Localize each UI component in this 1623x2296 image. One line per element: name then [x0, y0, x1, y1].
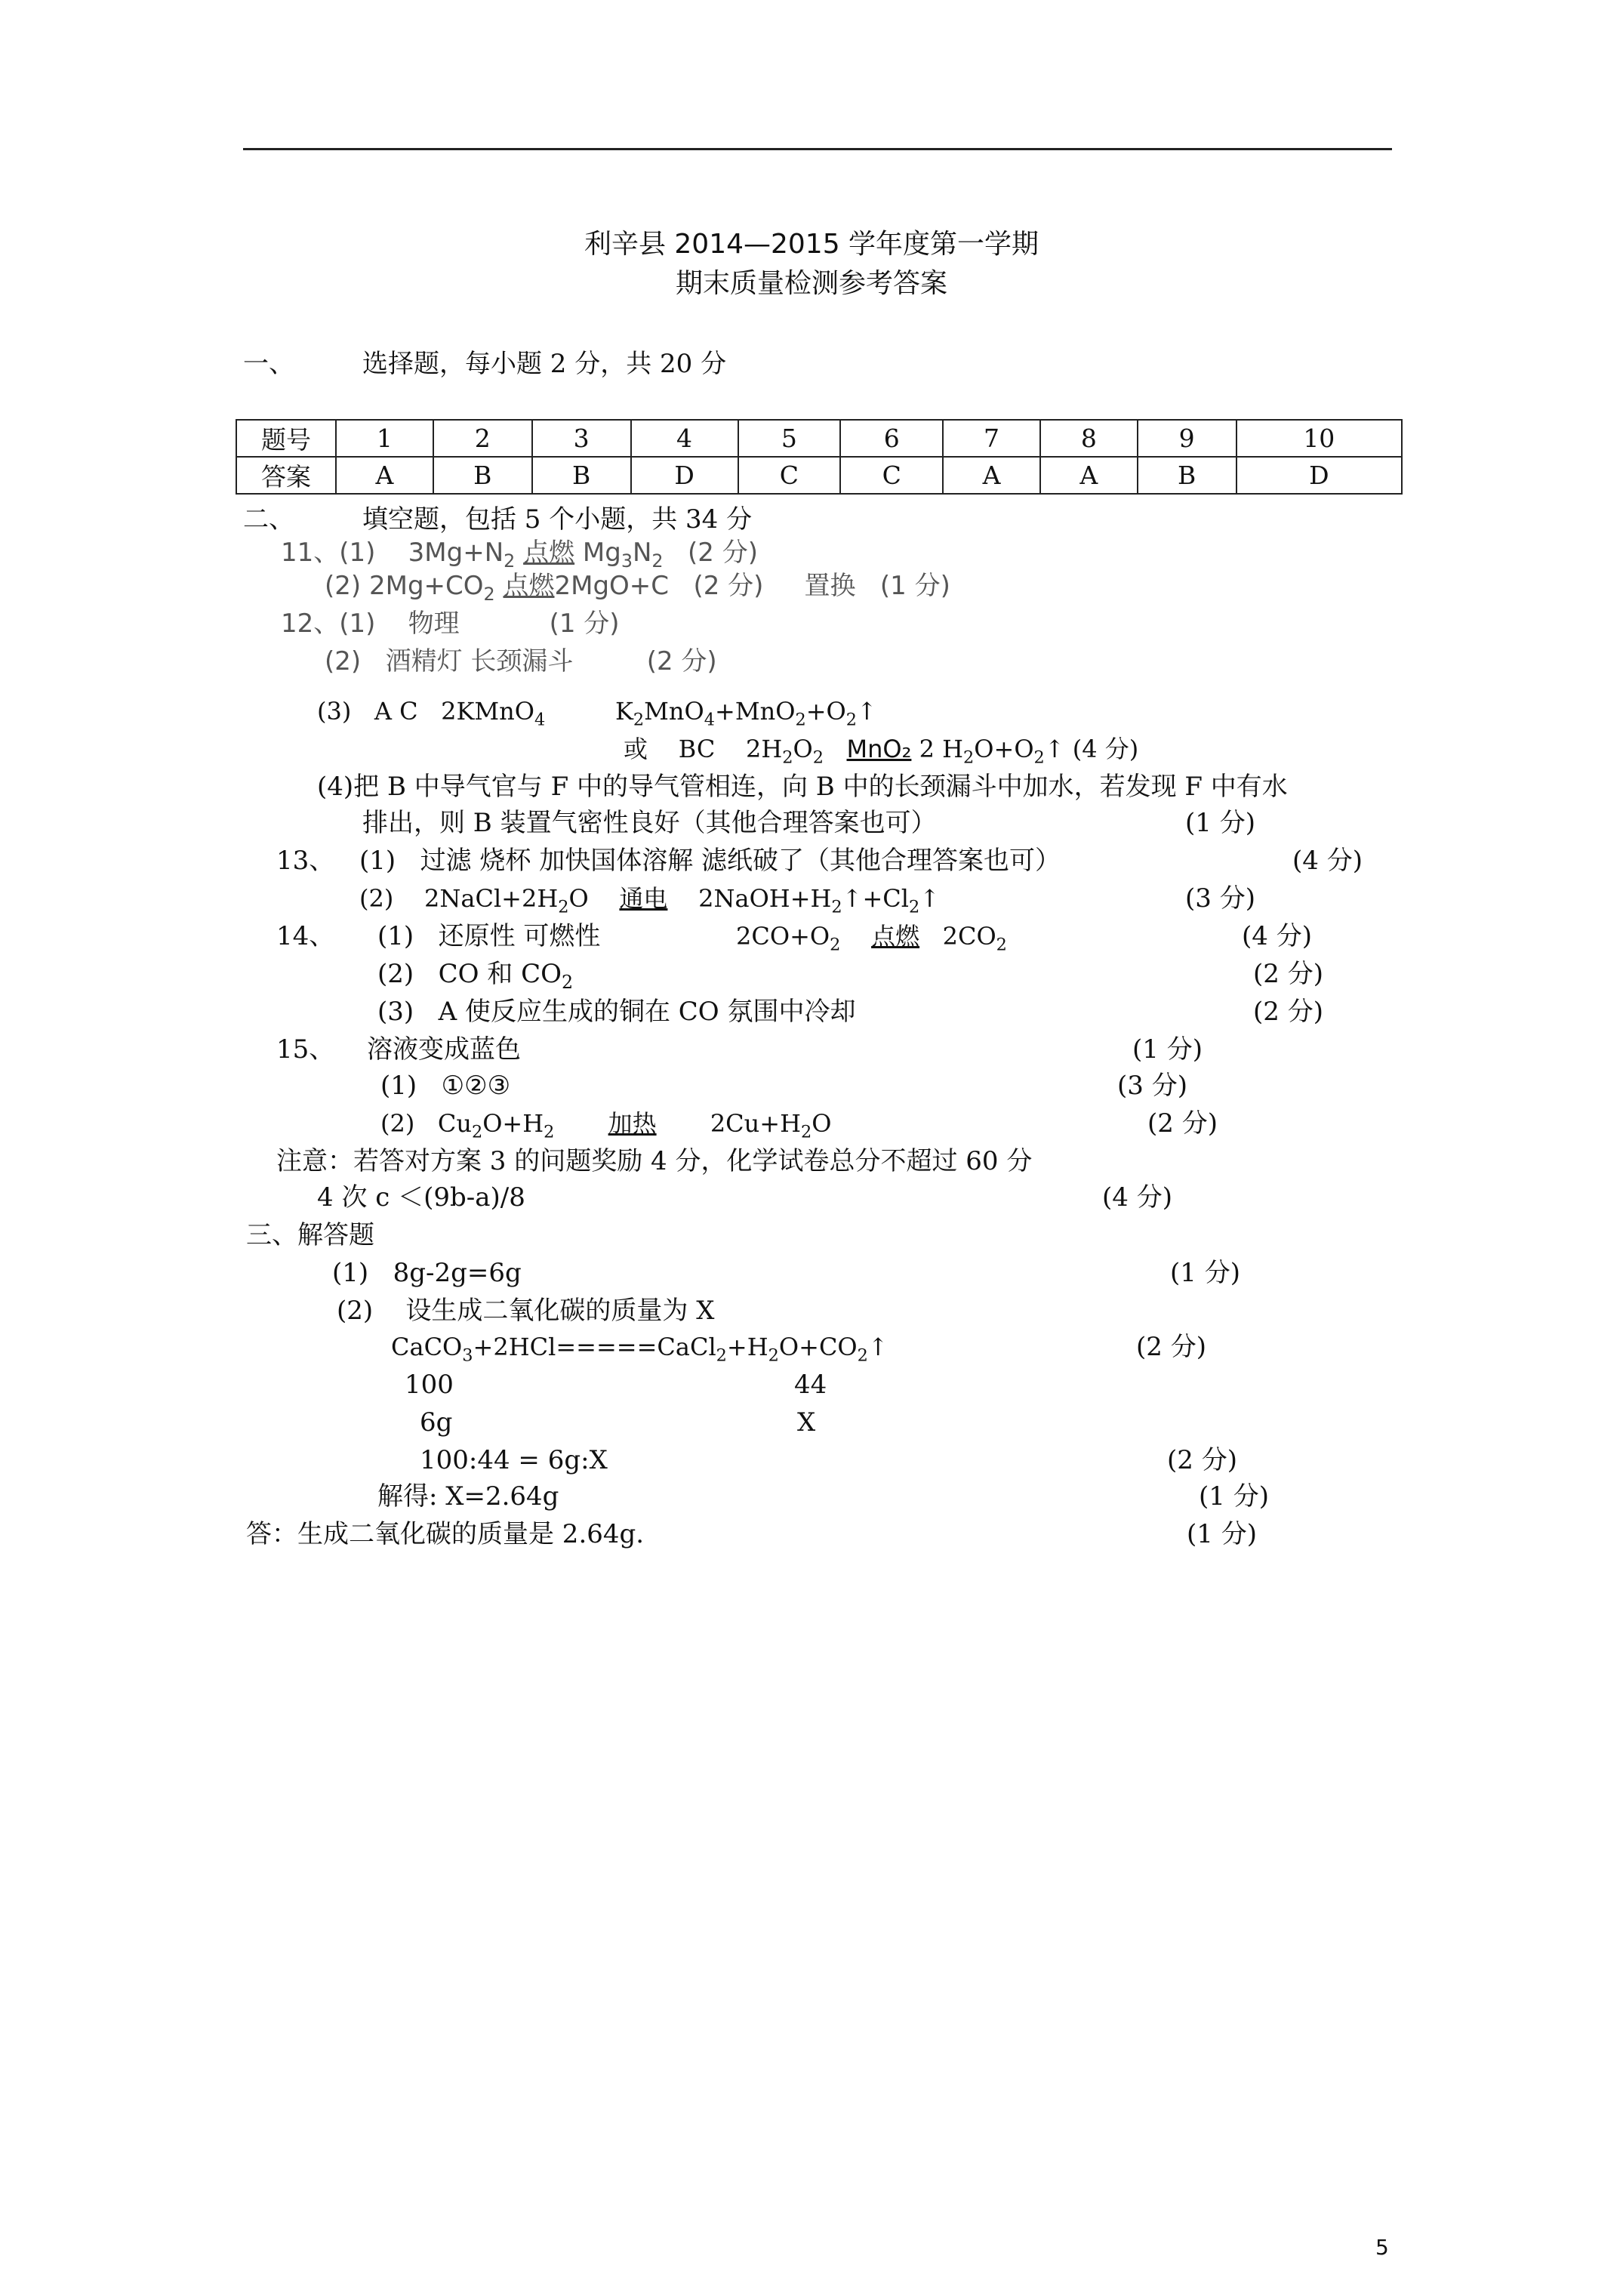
q12-answer-1: 物理	[408, 609, 460, 639]
table-label-answer: 答案	[236, 457, 336, 494]
subscript: 2	[768, 1345, 779, 1366]
q15-answer-2: ①②③	[441, 1071, 511, 1101]
q14-answer-3: A 使反应生成的铜在 CO 氛围中冷却	[438, 997, 856, 1027]
table-cell: 9	[1138, 420, 1236, 457]
q12-catalyst: MnO₂	[846, 735, 912, 763]
s3-sub-number: (1)	[332, 1258, 369, 1288]
gas-arrow-icon: ↑	[919, 884, 941, 913]
subscript: 2	[963, 747, 975, 768]
q12-or: 或	[624, 735, 648, 763]
s3-line1	[332, 1258, 522, 1288]
table-cell: D	[631, 457, 738, 494]
subscript: 2	[716, 1345, 727, 1366]
q14-line1	[377, 921, 600, 951]
subscript: 2	[830, 935, 841, 955]
q12-line3	[317, 696, 546, 730]
s3-score-3: (2 分)	[1167, 1445, 1237, 1475]
bonus-answer: 4 次 c ＜(9b-a)/8	[317, 1182, 525, 1213]
subscript: 2	[558, 897, 569, 917]
q12-sub-number-3: (3)	[317, 697, 352, 726]
q15-sub-number-2: (2)	[380, 1109, 415, 1138]
table-label-question: 题号	[236, 420, 336, 457]
s3-mass-co2: 44	[794, 1370, 827, 1400]
table-cell: B	[433, 457, 532, 494]
q11-product: Mg	[582, 538, 621, 568]
q14-number: 14、	[276, 921, 335, 951]
q15-score-2: (3 分)	[1117, 1071, 1187, 1101]
q14-answer-2: CO 和 CO	[438, 959, 562, 989]
table-cell: 8	[1040, 420, 1138, 457]
q11-reaction-type: 置换	[804, 571, 856, 601]
s3-ratio: 100:44 = 6g:X	[420, 1445, 608, 1475]
q14-line2	[377, 959, 574, 993]
q13-condition: 通电	[619, 884, 668, 913]
q12-choice-2: BC	[678, 735, 716, 763]
s3-equation	[391, 1332, 888, 1366]
table-cell: 3	[532, 420, 631, 457]
q13-line2	[359, 883, 941, 917]
doc-title-line1: 利辛县 2014—2015 学年度第一学期	[584, 229, 1039, 260]
table-cell: 7	[943, 420, 1040, 457]
table-cell: 4	[631, 420, 738, 457]
s3-eq-part: CaCO	[391, 1333, 463, 1361]
q14-line3	[377, 997, 855, 1027]
subscript: 2	[845, 710, 857, 730]
q12-score-1: (1 分)	[549, 609, 620, 639]
table-cell: C	[738, 457, 841, 494]
q11-line2	[325, 571, 950, 605]
q12-score-2: (2 分)	[646, 646, 717, 676]
doc-title-line2: 期末质量检测参考答案	[675, 268, 947, 299]
subscript: 2	[909, 897, 920, 917]
page-number: 5	[1375, 2235, 1389, 2260]
table-cell: D	[1236, 457, 1402, 494]
q13-reactants-end: O	[568, 884, 589, 913]
s3-line2	[337, 1296, 714, 1326]
subscript: 2	[651, 550, 664, 572]
q15-score-1: (1 分)	[1132, 1034, 1203, 1065]
q14-answer-1: 还原性 可燃性	[438, 921, 601, 951]
q14-sub-number-2: (2)	[377, 959, 414, 989]
q12-answer-2: 酒精灯 长颈漏斗	[385, 646, 574, 676]
q12-choice: A C	[374, 697, 418, 726]
q11-condition-2: 点燃	[503, 571, 555, 601]
subscript: 2	[471, 1122, 483, 1142]
subscript: 2	[996, 935, 1007, 955]
q11-line1	[281, 538, 758, 572]
q14-reactants: 2CO+O	[736, 922, 830, 951]
q12-sub-number: (2)	[325, 646, 362, 676]
subscript: 2	[831, 897, 842, 917]
q15-reactants: Cu	[437, 1109, 472, 1138]
table-cell: A	[1040, 457, 1138, 494]
section2-heading: 填空题，包括 5 个小题，共 34 分	[362, 504, 753, 535]
subscript: 2	[1033, 747, 1045, 768]
s3-score-5: (1 分)	[1187, 1519, 1257, 1549]
subscript: 2	[857, 1345, 868, 1366]
subscript: 2	[483, 583, 495, 605]
q13-products-part: ↑+Cl	[842, 884, 910, 913]
s3-score-1: (1 分)	[1170, 1258, 1240, 1288]
q12-line4	[624, 734, 1139, 768]
q13-answer-1: 过滤 烧杯 加快国体溶解 滤纸破了（其他合理答案也可）	[420, 846, 1061, 876]
q13-reactants: 2NaCl+2H	[424, 884, 559, 913]
subscript: 4	[534, 710, 546, 730]
subscript: 2	[812, 747, 824, 768]
q12-line5	[317, 772, 1288, 802]
q11-reactants-2: 2Mg+CO	[368, 571, 484, 601]
subscript: 2	[633, 710, 645, 730]
s3-eq-part: +2HCl=====CaCl	[473, 1333, 716, 1361]
section1-number: 一、	[243, 349, 294, 379]
q14-score-2: (2 分)	[1253, 959, 1323, 989]
q13-sub-number: (1)	[359, 846, 396, 876]
q14-score-1: (4 分)	[1242, 921, 1312, 951]
q13-score-2: (3 分)	[1185, 883, 1255, 914]
q13-sub-number-2: (2)	[359, 884, 394, 913]
table-cell: A	[943, 457, 1040, 494]
q15-reactants-part: O+H	[482, 1109, 544, 1138]
section3-heading: 三、解答题	[246, 1220, 374, 1250]
q12-line2	[325, 646, 717, 676]
q11-score-2: (2 分)	[693, 571, 764, 601]
q12-product-part: O+O	[974, 735, 1034, 763]
gas-arrow-icon: ↑	[1044, 735, 1065, 763]
q11-type-score: (1 分)	[879, 571, 950, 601]
q13-score-1: (4 分)	[1292, 846, 1363, 876]
q12-line1	[281, 609, 620, 639]
q12-sub-number-4: (4)	[317, 772, 354, 802]
answer-table	[236, 419, 1403, 495]
q14-sub-number-3: (3)	[377, 997, 414, 1027]
table-cell: 10	[1236, 420, 1402, 457]
q15-products: 2Cu+H	[710, 1109, 801, 1138]
subscript: 2	[782, 747, 793, 768]
gas-arrow-icon: ↑	[867, 1333, 888, 1361]
q15-sub-number: (1)	[380, 1071, 417, 1101]
s3-setup: 设生成二氧化碳的质量为 X	[405, 1296, 715, 1326]
table-cell: 1	[336, 420, 433, 457]
q12-product-part: MnO	[644, 697, 704, 726]
s3-conclusion: 答：生成二氧化碳的质量是 2.64g.	[246, 1519, 645, 1549]
q12-product-2: 2 H	[919, 735, 964, 763]
q15-score-3: (2 分)	[1147, 1108, 1218, 1139]
q12-product-part: +MnO	[715, 697, 796, 726]
table-cell: B	[1138, 457, 1236, 494]
s3-unknown-mass: X	[797, 1407, 816, 1438]
table-cell: 6	[840, 420, 943, 457]
section2-number: 二、	[243, 504, 294, 535]
table-row-numbers	[236, 420, 1402, 457]
q12-line6: 排出，则 B 装置气密性良好（其他合理答案也可）	[362, 808, 937, 838]
table-row-answers	[236, 457, 1402, 494]
q15-products-end: O	[812, 1109, 832, 1138]
q13-products: 2NaOH+H	[698, 884, 832, 913]
q12-number: 12、(1)	[281, 609, 376, 639]
gas-arrow-icon: ↑	[856, 697, 877, 726]
q11-product-part: N	[632, 538, 652, 568]
q12-product-part: +O	[805, 697, 846, 726]
q12-score-3: (4 分)	[1072, 735, 1139, 763]
s3-answer-1: 8g-2g=6g	[393, 1258, 522, 1288]
q14-product: 2CO	[942, 922, 996, 951]
s3-eq-part: O+CO	[778, 1333, 858, 1361]
s3-given-mass: 6g	[420, 1407, 453, 1438]
q11-product-2: 2MgO+C	[554, 571, 670, 601]
s3-score-4: (1 分)	[1199, 1481, 1269, 1512]
bonus-note: 注意：若答对方案 3 的问题奖励 4 分，化学试卷总分不超过 60 分	[276, 1146, 1033, 1176]
q14-condition: 点燃	[871, 922, 920, 951]
subscript: 4	[704, 710, 716, 730]
q15-condition: 加热	[608, 1109, 657, 1138]
q11-condition: 点燃	[523, 538, 575, 568]
q15-number: 15、	[276, 1034, 335, 1065]
q15-answer-1: 溶液变成蓝色	[367, 1034, 521, 1065]
q14-equation	[736, 921, 1007, 955]
q12-reactant: 2KMnO	[441, 697, 534, 726]
subscript: 2	[795, 710, 806, 730]
subscript: 3	[462, 1345, 473, 1366]
table-cell: B	[532, 457, 631, 494]
q12-product: K	[615, 697, 633, 726]
q12-reactant-part: O	[793, 735, 813, 763]
q13-number: 13、	[276, 846, 335, 876]
subscript: 2	[562, 971, 574, 993]
q12-line3-products	[615, 696, 877, 730]
s3-score-2: (2 分)	[1136, 1332, 1206, 1362]
q13-line1	[359, 846, 1061, 876]
q12-answer-4: 把 B 中导气官与 F 中的导气管相连，向 B 中的长颈漏斗中加水，若发现 F 中有水	[353, 772, 1288, 802]
q11-score: (2 分)	[688, 538, 758, 568]
header-rule	[243, 148, 1392, 150]
table-cell: 5	[738, 420, 841, 457]
s3-sub-number-2: (2)	[337, 1296, 374, 1326]
bonus-score: (4 分)	[1102, 1182, 1172, 1213]
subscript: 3	[621, 550, 633, 572]
subscript: 2	[544, 1122, 555, 1142]
q12-reactant-2: 2H	[745, 735, 783, 763]
table-cell: 2	[433, 420, 532, 457]
q11-sub-number: (2)	[325, 571, 362, 601]
subscript: 2	[504, 550, 516, 572]
q15-line2	[380, 1071, 510, 1101]
s3-mass-caco3: 100	[405, 1370, 454, 1400]
subscript: 2	[800, 1122, 812, 1142]
q11-number: 11、(1)	[281, 538, 376, 568]
s3-eq-part: +H	[726, 1333, 768, 1361]
q11-reactants: 3Mg+N	[408, 538, 504, 568]
section1-heading: 选择题，每小题 2 分，共 20 分	[362, 349, 727, 379]
q14-score-3: (2 分)	[1253, 997, 1323, 1027]
table-cell: A	[336, 457, 433, 494]
table-cell: C	[840, 457, 943, 494]
q12-score-4: (1 分)	[1185, 808, 1255, 838]
s3-solve: 解得: X=2.64g	[377, 1481, 559, 1512]
q14-sub-number: (1)	[377, 921, 414, 951]
q15-line3	[380, 1108, 832, 1142]
